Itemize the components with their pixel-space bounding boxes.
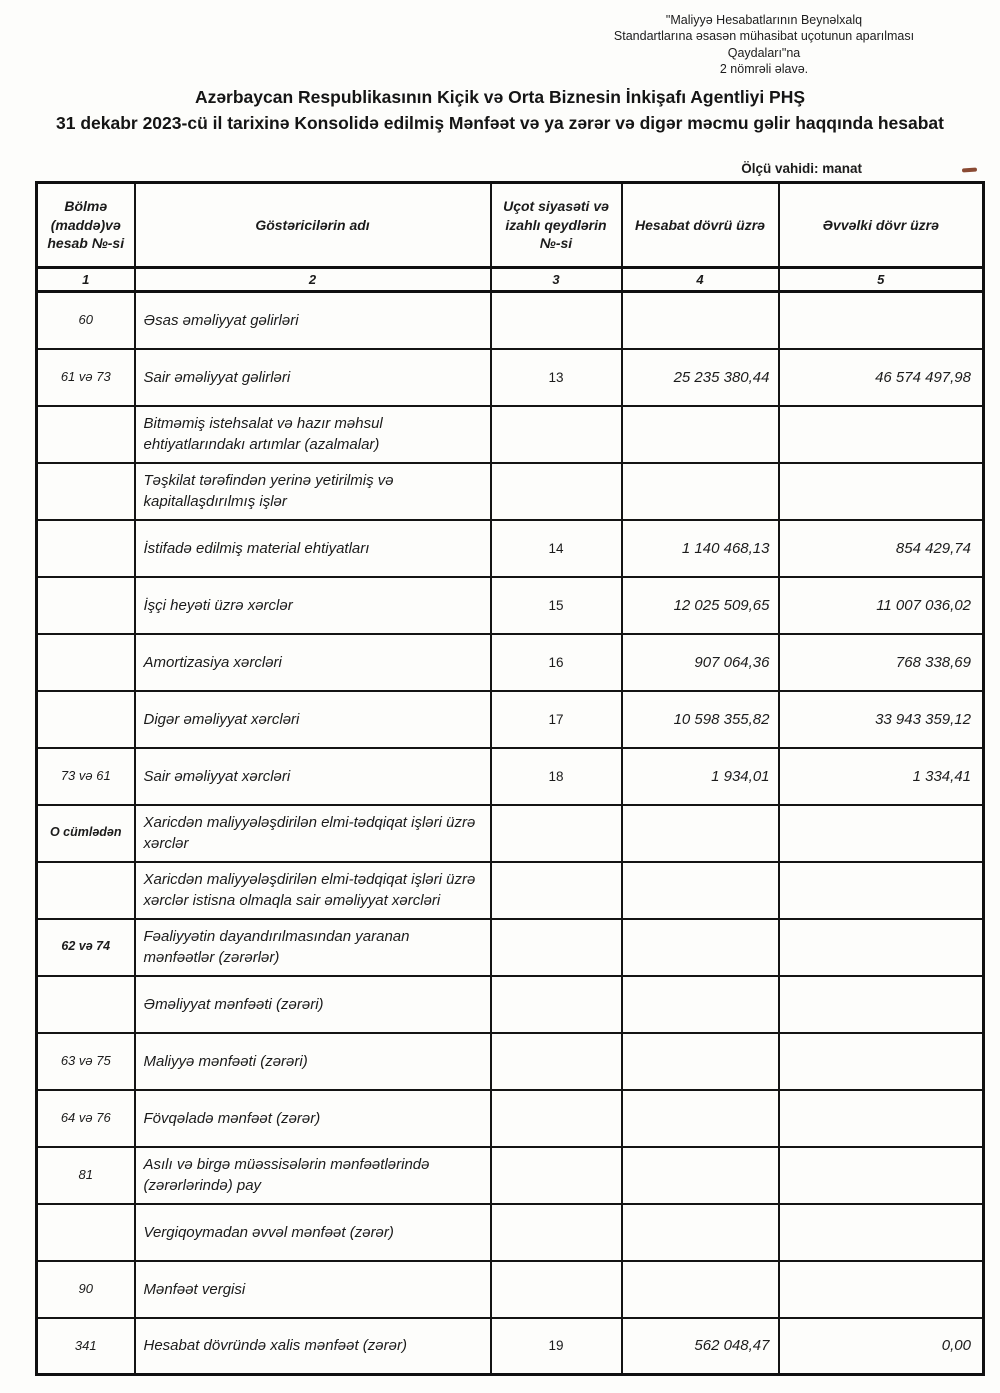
table-row xyxy=(37,463,984,520)
row-code-cell: 63 və 75 xyxy=(37,1033,135,1090)
report-title xyxy=(40,84,960,137)
row-name-cell: İstifadə edilmiş material ehtiyatları xyxy=(135,520,491,577)
row-current-cell xyxy=(622,292,779,349)
row-code-cell: 81 xyxy=(37,1147,135,1204)
row-current-cell xyxy=(622,1090,779,1147)
table-header-row xyxy=(37,183,984,268)
row-code-cell xyxy=(37,520,135,577)
row-note-cell xyxy=(491,1147,622,1204)
column-number: 5 xyxy=(779,268,984,292)
table-row xyxy=(37,1090,984,1147)
row-previous-cell xyxy=(779,919,984,976)
row-name-cell: Mənfəət vergisi xyxy=(135,1261,491,1318)
row-previous-cell: 33 943 359,12 xyxy=(779,691,984,748)
row-code-cell xyxy=(37,976,135,1033)
row-note-cell: 17 xyxy=(491,691,622,748)
row-previous-cell xyxy=(779,292,984,349)
row-previous-cell: 1 334,41 xyxy=(779,748,984,805)
table-row xyxy=(37,349,984,406)
table-row xyxy=(37,634,984,691)
row-name-cell: Maliyyə mənfəəti (zərəri) xyxy=(135,1033,491,1090)
row-name-cell: Sair əməliyyat gəlirləri xyxy=(135,349,491,406)
column-number: 2 xyxy=(135,268,491,292)
table-row xyxy=(37,691,984,748)
table-row xyxy=(37,748,984,805)
column-number: 4 xyxy=(622,268,779,292)
row-previous-cell: 46 574 497,98 xyxy=(779,349,984,406)
scan-artifact-mark xyxy=(962,167,977,172)
row-previous-cell xyxy=(779,1033,984,1090)
table-row xyxy=(37,1318,984,1375)
regulation-annotation xyxy=(554,12,974,77)
row-current-cell xyxy=(622,1261,779,1318)
row-code-cell xyxy=(37,1204,135,1261)
row-current-cell xyxy=(622,805,779,862)
row-current-cell: 25 235 380,44 xyxy=(622,349,779,406)
row-previous-cell: 854 429,74 xyxy=(779,520,984,577)
row-name-cell: Hesabat dövründə xalis mənfəət (zərər) xyxy=(135,1318,491,1375)
row-previous-cell xyxy=(779,1204,984,1261)
row-previous-cell xyxy=(779,463,984,520)
table-row xyxy=(37,805,984,862)
row-previous-cell xyxy=(779,1147,984,1204)
row-name-cell: Əməliyyat mənfəəti (zərəri) xyxy=(135,976,491,1033)
row-current-cell xyxy=(622,406,779,463)
table-row xyxy=(37,1147,984,1204)
row-note-cell xyxy=(491,976,622,1033)
row-note-cell xyxy=(491,1090,622,1147)
row-note-cell xyxy=(491,1033,622,1090)
header-note-number: Uçot siyasəti və izahlı qeydlərin №-si xyxy=(491,183,622,268)
row-previous-cell: 11 007 036,02 xyxy=(779,577,984,634)
header-previous-period: Əvvəlki dövr üzrə xyxy=(779,183,984,268)
report-table xyxy=(35,181,985,1376)
row-name-cell: Digər əməliyyat xərcləri xyxy=(135,691,491,748)
table-body xyxy=(37,292,984,1375)
row-previous-cell xyxy=(779,406,984,463)
column-number: 3 xyxy=(491,268,622,292)
header-section-code: Bölmə (maddə)və hesab №-si xyxy=(37,183,135,268)
row-note-cell: 15 xyxy=(491,577,622,634)
row-name-cell: Amortizasiya xərcləri xyxy=(135,634,491,691)
row-code-cell xyxy=(37,634,135,691)
annotation-line: "Maliyyə Hesabatlarının Beynəlxalq xyxy=(665,13,863,27)
annotation-line: Standartlarına əsasən mühasibat uçotunun aparılması xyxy=(613,29,915,44)
annotation-line: Qaydaları"na xyxy=(727,45,801,60)
row-name-cell: Vergiqoymadan əvvəl mənfəət (zərər) xyxy=(135,1204,491,1261)
row-current-cell xyxy=(622,1033,779,1090)
row-code-cell xyxy=(37,463,135,520)
table-row xyxy=(37,1261,984,1318)
row-code-cell: O cümlədən xyxy=(37,805,135,862)
row-code-cell: 90 xyxy=(37,1261,135,1318)
row-note-cell xyxy=(491,805,622,862)
row-note-cell: 18 xyxy=(491,748,622,805)
row-note-cell xyxy=(491,1261,622,1318)
row-previous-cell: 768 338,69 xyxy=(779,634,984,691)
row-code-cell xyxy=(37,691,135,748)
table-row xyxy=(37,577,984,634)
row-current-cell xyxy=(622,862,779,919)
row-code-cell: 61 və 73 xyxy=(37,349,135,406)
table-row xyxy=(37,1204,984,1261)
row-name-cell: Fəaliyyətin dayandırılmasından yaranan mənfəətlər (zərərlər) xyxy=(135,919,491,976)
row-note-cell xyxy=(491,406,622,463)
unit-label: Ölçü vahidi: manat xyxy=(741,161,862,176)
row-note-cell: 14 xyxy=(491,520,622,577)
row-previous-cell xyxy=(779,1261,984,1318)
row-previous-cell xyxy=(779,862,984,919)
row-current-cell xyxy=(622,1147,779,1204)
report-title-line2: 31 dekabr 2023-cü il tarixinə Konsolidə edilmiş Mənfəət və ya zərər və digər məcmu gəlir haqqında hesabat xyxy=(56,113,944,134)
row-current-cell: 1 934,01 xyxy=(622,748,779,805)
table-row xyxy=(37,862,984,919)
row-name-cell: Xaricdən maliyyələşdirilən elmi-tədqiqat işləri üzrə xərclər istisna olmaqla sair əməliyyat xərcləri xyxy=(135,862,491,919)
row-note-cell xyxy=(491,463,622,520)
table-row xyxy=(37,919,984,976)
table-row xyxy=(37,406,984,463)
row-current-cell xyxy=(622,919,779,976)
row-note-cell xyxy=(491,292,622,349)
row-note-cell: 16 xyxy=(491,634,622,691)
row-name-cell: Fövqəladə mənfəət (zərər) xyxy=(135,1090,491,1147)
table-row xyxy=(37,520,984,577)
row-code-cell xyxy=(37,406,135,463)
row-name-cell: İşçi heyəti üzrə xərclər xyxy=(135,577,491,634)
row-note-cell xyxy=(491,862,622,919)
row-name-cell: Təşkilat tərəfindən yerinə yetirilmiş və kapitallaşdırılmış işlər xyxy=(135,463,491,520)
row-current-cell: 562 048,47 xyxy=(622,1318,779,1375)
header-indicator-name: Göstəricilərin adı xyxy=(135,183,491,268)
table-row xyxy=(37,292,984,349)
row-note-cell: 13 xyxy=(491,349,622,406)
row-code-cell: 64 və 76 xyxy=(37,1090,135,1147)
row-current-cell xyxy=(622,976,779,1033)
row-current-cell xyxy=(622,463,779,520)
row-note-cell: 19 xyxy=(491,1318,622,1375)
row-code-cell xyxy=(37,862,135,919)
row-name-cell: Bitməmiş istehsalat və hazır məhsul ehtiyatlarındakı artımlar (azalmalar) xyxy=(135,406,491,463)
report-title-line1: Azərbaycan Respublikasının Kiçik və Orta Biznesin İnkişafı Agentliyi PHŞ xyxy=(194,87,806,107)
row-current-cell: 1 140 468,13 xyxy=(622,520,779,577)
row-current-cell xyxy=(622,1204,779,1261)
annotation-line: 2 nömrəli əlavə. xyxy=(719,61,809,76)
table-row xyxy=(37,1033,984,1090)
row-name-cell: Əsas əməliyyat gəlirləri xyxy=(135,292,491,349)
row-note-cell xyxy=(491,919,622,976)
row-code-cell xyxy=(37,577,135,634)
row-name-cell: Asılı və birgə müəssisələrin mənfəətlərində (zərərlərində) pay xyxy=(135,1147,491,1204)
row-code-cell: 73 və 61 xyxy=(37,748,135,805)
row-current-cell: 12 025 509,65 xyxy=(622,577,779,634)
row-note-cell xyxy=(491,1204,622,1261)
row-name-cell: Sair əməliyyat xərcləri xyxy=(135,748,491,805)
row-name-cell: Xaricdən maliyyələşdirilən elmi-tədqiqat işləri üzrə xərclər xyxy=(135,805,491,862)
row-code-cell: 341 xyxy=(37,1318,135,1375)
row-code-cell: 62 və 74 xyxy=(37,919,135,976)
column-number: 1 xyxy=(37,268,135,292)
row-previous-cell: 0,00 xyxy=(779,1318,984,1375)
row-current-cell: 907 064,36 xyxy=(622,634,779,691)
row-previous-cell xyxy=(779,1090,984,1147)
row-current-cell: 10 598 355,82 xyxy=(622,691,779,748)
row-previous-cell xyxy=(779,976,984,1033)
table-row xyxy=(37,976,984,1033)
row-code-cell: 60 xyxy=(37,292,135,349)
header-current-period: Hesabat dövrü üzrə xyxy=(622,183,779,268)
column-number-row xyxy=(37,268,984,292)
row-previous-cell xyxy=(779,805,984,862)
